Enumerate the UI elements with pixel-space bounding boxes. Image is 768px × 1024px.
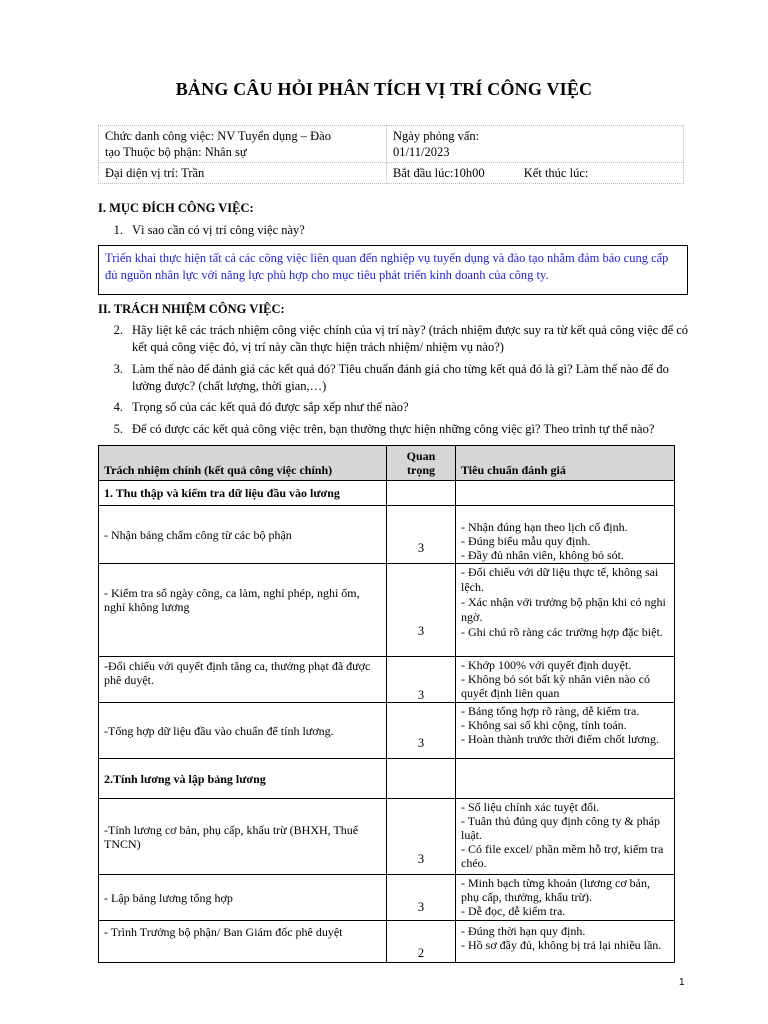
group-1-weight-empty bbox=[387, 481, 456, 506]
criteria-line: - Có file excel/ phần mềm hỗ trợ, kiểm tra chéo. bbox=[461, 842, 664, 870]
criteria-line: - Hồ sơ đầy đủ, không bị trả lại nhiều lần. bbox=[461, 938, 662, 952]
time-cell bbox=[387, 163, 684, 184]
criteria-line: - Đối chiếu với dữ liệu thực tế, không sai lệch. bbox=[461, 565, 659, 594]
criteria-line: - Minh bạch từng khoản (lương cơ bản, phụ cấp, thưởng, khấu trừ). bbox=[461, 876, 650, 904]
task-cell: - Kiểm tra số ngày công, ca làm, nghỉ phép, nghỉ ốm, nghỉ không lương bbox=[99, 564, 387, 657]
criteria-line: - Đúng biểu mẫu quy định. bbox=[461, 534, 591, 548]
group-2-title: 2.Tính lương và lập bảng lương bbox=[99, 759, 387, 799]
start-time: Bắt đầu lúc:10h00 bbox=[393, 166, 485, 180]
criteria-line: - Đầy đủ nhân viên, không bỏ sót. bbox=[461, 548, 624, 562]
criteria-cell bbox=[456, 564, 675, 657]
question-3-number: 3. bbox=[113, 362, 123, 376]
question-1-text: Vì sao cần có vị trí công việc này? bbox=[132, 223, 305, 237]
weight-cell: 3 bbox=[387, 564, 456, 657]
header-responsibility: Trách nhiệm chính (kết quả công việc chính) bbox=[99, 446, 387, 481]
weight-cell: 2 bbox=[387, 921, 456, 963]
question-1-number: 1. bbox=[113, 223, 123, 237]
question-5 bbox=[105, 421, 690, 438]
weight-cell: 3 bbox=[387, 657, 456, 703]
group-2-weight-empty bbox=[387, 759, 456, 799]
table-row bbox=[99, 506, 675, 564]
responsibility-table bbox=[98, 445, 675, 963]
table-header-row bbox=[99, 446, 675, 481]
criteria-line: - Dễ đọc, dễ kiểm tra. bbox=[461, 904, 566, 918]
question-5-text: Để có được các kết quả công việc trên, bạn thường thực hiện những công việc gì? Theo trình tự thế nào? bbox=[132, 422, 655, 436]
criteria-line: - Đúng thời hạn quy định. bbox=[461, 924, 586, 938]
criteria-line: - Bảng tổng hợp rõ ràng, dễ kiểm tra. bbox=[461, 704, 640, 718]
table-row bbox=[99, 703, 675, 759]
group-1-criteria-empty bbox=[456, 481, 675, 506]
question-2 bbox=[105, 322, 690, 356]
job-title-line-1: Chức danh công việc: NV Tuyển dụng – Đào bbox=[105, 129, 331, 143]
criteria-line: - Không bỏ sót bất kỳ nhân viên nào có quyết định liên quan bbox=[461, 672, 650, 700]
question-3-text: Làm thế nào để đánh giá các kết quả đó? Tiêu chuẩn đánh giá cho từng kết quả đó là gì? Làm thế nào để đo lường được? (chất lượng, thời gian,…) bbox=[132, 362, 669, 393]
criteria-cell bbox=[456, 799, 675, 875]
group-2-criteria-empty bbox=[456, 759, 675, 799]
interview-date-cell bbox=[387, 126, 684, 163]
question-1 bbox=[105, 222, 690, 239]
interview-date-value: 01/11/2023 bbox=[393, 145, 450, 159]
task-cell: - Nhận bảng chấm công từ các bộ phận bbox=[99, 506, 387, 564]
page-title: BẢNG CÂU HỎI PHÂN TÍCH VỊ TRÍ CÔNG VIỆC bbox=[175, 79, 593, 99]
criteria-line: - Xác nhận với trưởng bộ phận khi có nghi ngờ. bbox=[461, 595, 666, 624]
interview-date-label: Ngày phỏng vấn: bbox=[393, 129, 480, 143]
criteria-cell bbox=[456, 506, 675, 564]
header-weight: Quan trọng bbox=[387, 446, 456, 481]
criteria-line: - Số liệu chính xác tuyệt đối. bbox=[461, 800, 600, 814]
purpose-answer-box: Triển khai thực hiện tất cả các công việc liên quan đến nghiệp vụ tuyển dụng và đào tạo nhằm đảm bảo cung cấp đủ nguồn nhân lực với năng lực phù hợp cho mục tiêu phát triển kinh doanh của công ty. bbox=[98, 245, 688, 295]
criteria-line: - Hoàn thành trước thời điểm chốt lương. bbox=[461, 732, 660, 746]
job-title-line-2: tạo Thuộc bộ phận: Nhân sự bbox=[105, 145, 247, 159]
section-1-heading: I. MỤC ĐÍCH CÔNG VIỆC: bbox=[98, 201, 254, 215]
criteria-cell bbox=[456, 875, 675, 921]
question-5-number: 5. bbox=[113, 422, 123, 436]
question-3 bbox=[105, 361, 690, 395]
criteria-cell bbox=[456, 703, 675, 759]
criteria-cell bbox=[456, 657, 675, 703]
page-number: 1 bbox=[679, 977, 685, 988]
task-cell: -Tính lương cơ bản, phụ cấp, khấu trừ (BHXH, Thuế TNCN) bbox=[99, 799, 387, 875]
criteria-line: - Khớp 100% với quyết định duyệt. bbox=[461, 658, 632, 672]
question-2-number: 2. bbox=[113, 323, 123, 337]
weight-cell: 3 bbox=[387, 703, 456, 759]
job-title-cell bbox=[99, 126, 387, 163]
weight-cell: 3 bbox=[387, 799, 456, 875]
question-4 bbox=[105, 399, 690, 416]
table-row bbox=[99, 875, 675, 921]
criteria-cell bbox=[456, 921, 675, 963]
table-row bbox=[99, 564, 675, 657]
info-table bbox=[98, 125, 684, 184]
end-time: Kết thúc lúc: bbox=[523, 166, 589, 180]
representative-cell: Đại diện vị trí: Trần bbox=[99, 163, 387, 184]
table-row bbox=[99, 657, 675, 703]
section-2-heading: II. TRÁCH NHIỆM CÔNG VIỆC: bbox=[98, 302, 285, 316]
task-cell: - Trình Trưởng bộ phận/ Ban Giám đốc phê duyệt bbox=[99, 921, 387, 963]
group-1-title: 1. Thu thập và kiểm tra dữ liệu đầu vào lương bbox=[99, 481, 387, 506]
criteria-line: - Không sai số khi cộng, tính toán. bbox=[461, 718, 627, 732]
question-4-number: 4. bbox=[113, 400, 123, 414]
table-row bbox=[99, 921, 675, 963]
criteria-line: - Ghi chú rõ ràng các trường hợp đặc biệt. bbox=[461, 625, 663, 639]
weight-cell: 3 bbox=[387, 875, 456, 921]
weight-cell: 3 bbox=[387, 506, 456, 564]
group-row bbox=[99, 759, 675, 799]
task-cell: - Lập bảng lương tổng hợp bbox=[99, 875, 387, 921]
question-2-text: Hãy liệt kê các trách nhiệm công việc chính của vị trí này? (trách nhiệm được suy ra từ kết quả công việc để có kết quả công việc đó, vị trí này cần thực hiện trách nhiệm/ nhiệm vụ nào?) bbox=[132, 323, 689, 354]
header-criteria: Tiêu chuẩn đánh giá bbox=[456, 446, 675, 481]
table-row bbox=[99, 799, 675, 875]
group-row bbox=[99, 481, 675, 506]
task-cell: -Tổng hợp dữ liệu đầu vào chuẩn để tính lương. bbox=[99, 703, 387, 759]
task-cell: -Đối chiếu với quyết định tăng ca, thưởng phạt đã được phê duyệt. bbox=[99, 657, 387, 703]
criteria-line: - Tuân thủ đúng quy định công ty & pháp luật. bbox=[461, 814, 661, 842]
question-4-text: Trọng số của các kết quả đó được sắp xếp như thế nào? bbox=[132, 400, 409, 414]
criteria-line: - Nhận đúng hạn theo lịch cố định. bbox=[461, 520, 628, 534]
